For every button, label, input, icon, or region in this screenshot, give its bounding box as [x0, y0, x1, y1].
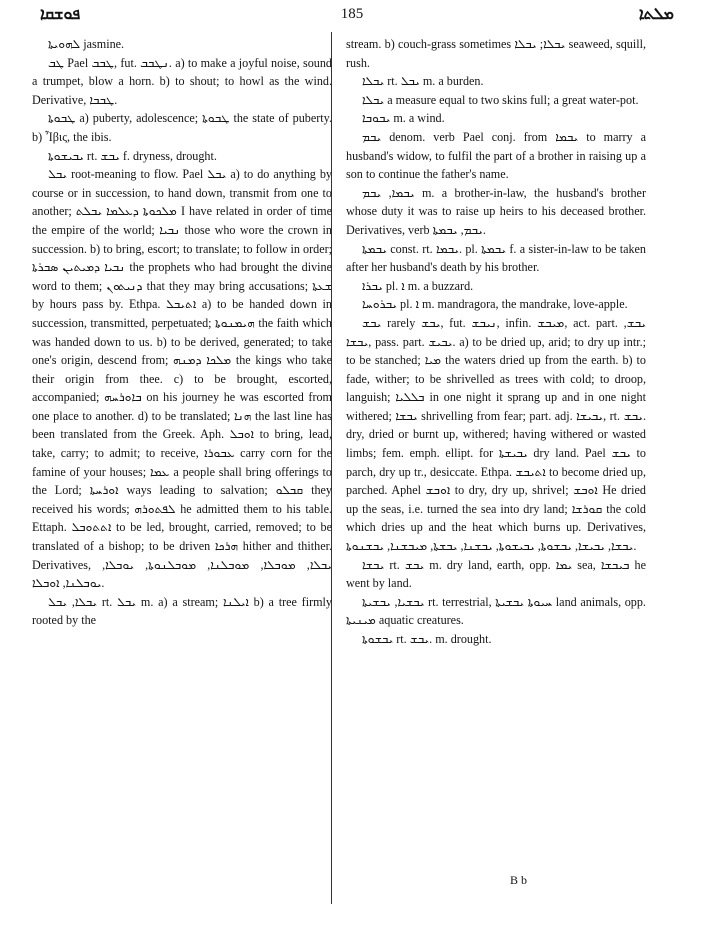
- entry-measure: ܝܒܠܐ a measure equal to two skins full; a great water-pot.: [362, 92, 639, 107]
- entry-terrestrial: ܝܒܫܝܐ, ܝܒܫܝܬܐ rt. terrestrial, ܚܝܘܬܐ ܝܒܫܝܬܐ land animals, opp. ܡܝܢܝܬܐ aquatic creatures.: [346, 594, 646, 628]
- page-number: 185: [340, 6, 364, 22]
- entry-dry-land: ܝܒܫܐ rt. ܝܒܫ m. dry land, earth, opp. ܝܡܐ sea, ܒܝܒܫܐ he went by land.: [346, 557, 647, 591]
- entry-puberty: ܛܒܘܬܐ a) puberty, adolescence; ܛܒܘܬܐ the state of puberty. b) Ἶβις, the ibis.: [32, 111, 332, 144]
- right-column: [346, 35, 646, 649]
- left-column: [32, 35, 332, 630]
- entry-stream: ܝܒܠܐ, ܝܒܠ rt. ܝܒܠ m. a) a stream; ܐܝܠܢܐ b) a tree firmly rooted by the: [32, 594, 332, 628]
- entry-mandrake: ܝܒܪܘܚܐ pl. ܐ m. mandragora, the mandrake, love-apple.: [362, 297, 628, 312]
- entry-dryness: ܝܒܝܫܘܬܐ rt. ܝܒܫ f. dryness, drought.: [48, 148, 217, 163]
- entry-jasmine: ܠܗܘܝܬܐ jasmine.: [48, 37, 125, 51]
- entry-wind: ܝܒܘܒܐ m. a wind.: [362, 111, 445, 126]
- entry-levirate-verb: ܝܒܡ denom. verb Pael conj. from ܝܒܡܐ to marry a husband's widow, to fulfil the part of a brother in raising up a son to continue the father's name.: [346, 129, 646, 182]
- signature-mark: B b: [510, 873, 528, 887]
- entry-drought: ܝܒܫܘܬܐ rt. ܝܒܫ. m. drought.: [362, 632, 492, 646]
- entry-burden: ܝܒܠܐ rt. ܝܒܠ m. a burden.: [362, 74, 484, 89]
- running-header: [0, 6, 704, 28]
- header-syriac-right: ܡܠܬܐ: [638, 6, 674, 23]
- entry-buzzard: ܝܒܪܐ pl. ܐ m. a buzzard.: [362, 278, 474, 293]
- header-syriac-left: ܦܘܫܩܐ: [40, 6, 81, 23]
- entry-brother-in-law: ܝܒܡܐ, ܝܒܡ m. a brother-in-law, the husband's brother whose duty it was to raise up heirs to his deceased brother. Derivatives, verb ܝܒܡ, ܝܒܡܬܐ.: [346, 185, 646, 237]
- entry-sister-in-law: ܝܒܡܬܐ const. rt. ܝܒܡܐ. pl. ܝܒܡܬܐ f. a sister-in-law to be taken after her husband's death by his brother.: [346, 241, 646, 275]
- entry-to-flow: ܝܒܠ root-meaning to flow. Pael ܝܒܠ a) to do anything by course or in succession, to hand down, transmit from one to another; ܡܠܟܘܬܐ ܕܥܠܡܐ ܝܒܠܬ I have related in order of time the empire of the world; ܢܒܝܐ those who wore the crown in succession. b) to bring, escort; to translate; to follow in order; ܢܒܝܐ ܕܡܝܬܝܢ ܣܒܪܬܐ the prophets who had brought the divine word to them; ܕܢܝܬܘܢ that they may bring accusations; ܫܥܬܐ by hours pass by. Ethpa. ܐܬܝܒܠ a) to be handed down in succession, transmitted, perpetuated; ܗܝܡܢܘܬܐ the faith which was handed down to us. b) to be derived, generated; to take one's origin, descend from; ܡܠܟܐ ܕܡܢܗ the kings who take their origin from thee. c) to be brought, escorted, accompanied; ܒܐܘܪܚܗ on his journey he was escorted from one place to another. d) to be translated; ܗܢܐ the last line has been translated from the Greek. Aph. ܐܘܒܠ to bring, lead, take, carry; to admit; to receive, ܥܒܘܪܐ carry corn for the famine of your houses; ܥܡܐ a people shall bring offerings to the Lord; ܐܘܪܚܬܐ ways leading to salvation; ܩܒܠܘ they received his words; ܠܦܬܘܪܗ he admitted them to his table. Ettaph. ܐܬܬܘܒܠ to be led, brought, carried, removed; to be translated of a bishop; to be driven ܗܪܟܐ hither and thither. Derivatives, ܝܒܠܐ, ܡܘܒܠܐ, ܡܘܒܠܢܐ, ܡܘܒܠܢܘܬܐ, ܝܘܒܠܐ, ܝܘܒܠܢܐ, ܐܘܒܠܐ.: [32, 167, 333, 591]
- entry-pael-make-joyful-noise: ܛܒ Pael ܛܒܒ, fut. ܢܛܒܒ. a) to make a joyful noise, sound a trumpet, blow a horn. b) to shout; to howl as the wind. Derivative, ܛܒܒܐ.: [32, 55, 332, 107]
- entry-stream-continued: stream. b) couch-grass sometimes ܝܒܠܐ; ܝܒܠܐ seaweed, squill, rush.: [346, 37, 647, 70]
- entry-to-be-dried-up: ܝܒܫ rarely ܝܒܫ, fut. ܢܝܒܫ, infin. ܡܝܒܫ, act. part. ܝܒܫ, ܝܒܫܐ, pass. part. ܝܒܝܫ. a) to be dried up, arid; to dry up intr.; to be stanched; ܡܝܐ the waters dried up from the earth. b) to fade, wither; to be shrivelled as trees with cold; to droop, languish; ܒܠܠܝܐ in one night it sprang up and in one night withered; ܝܒܫܐ shrivelling from fear; part. adj. ܝܒܝܫܐ, rt. ܝܒܫ. dry, dried or burnt up, withered; having withered or wasted limbs; fem. emph. ellipt. for ܝܒܝܫܬܐ dry land. Pael ܝܒܫ to parch, dry up tr., desiccate. Ethpa. ܐܬܝܒܫ to become dried up, parched. Aphel ܐܘܒܫ to dry, dry up, shrivel; ܐܘܒܫ He dried up the seas, i.e. turned the sea into dry land; ܩܘܪܫܐ the cold which dries up and the heat which burns up. Derivatives, ܝܒܫܐ, ܝܒܝܫܐ, ܝܒܫܘܬܐ, ܝܒܝܫܘܬܐ, ܝܒܫܢܐ, ܝܒܫܬܐ, ܡܝܒܫܢܐ, ܝܒܫܢܘܬܐ.: [346, 315, 647, 554]
